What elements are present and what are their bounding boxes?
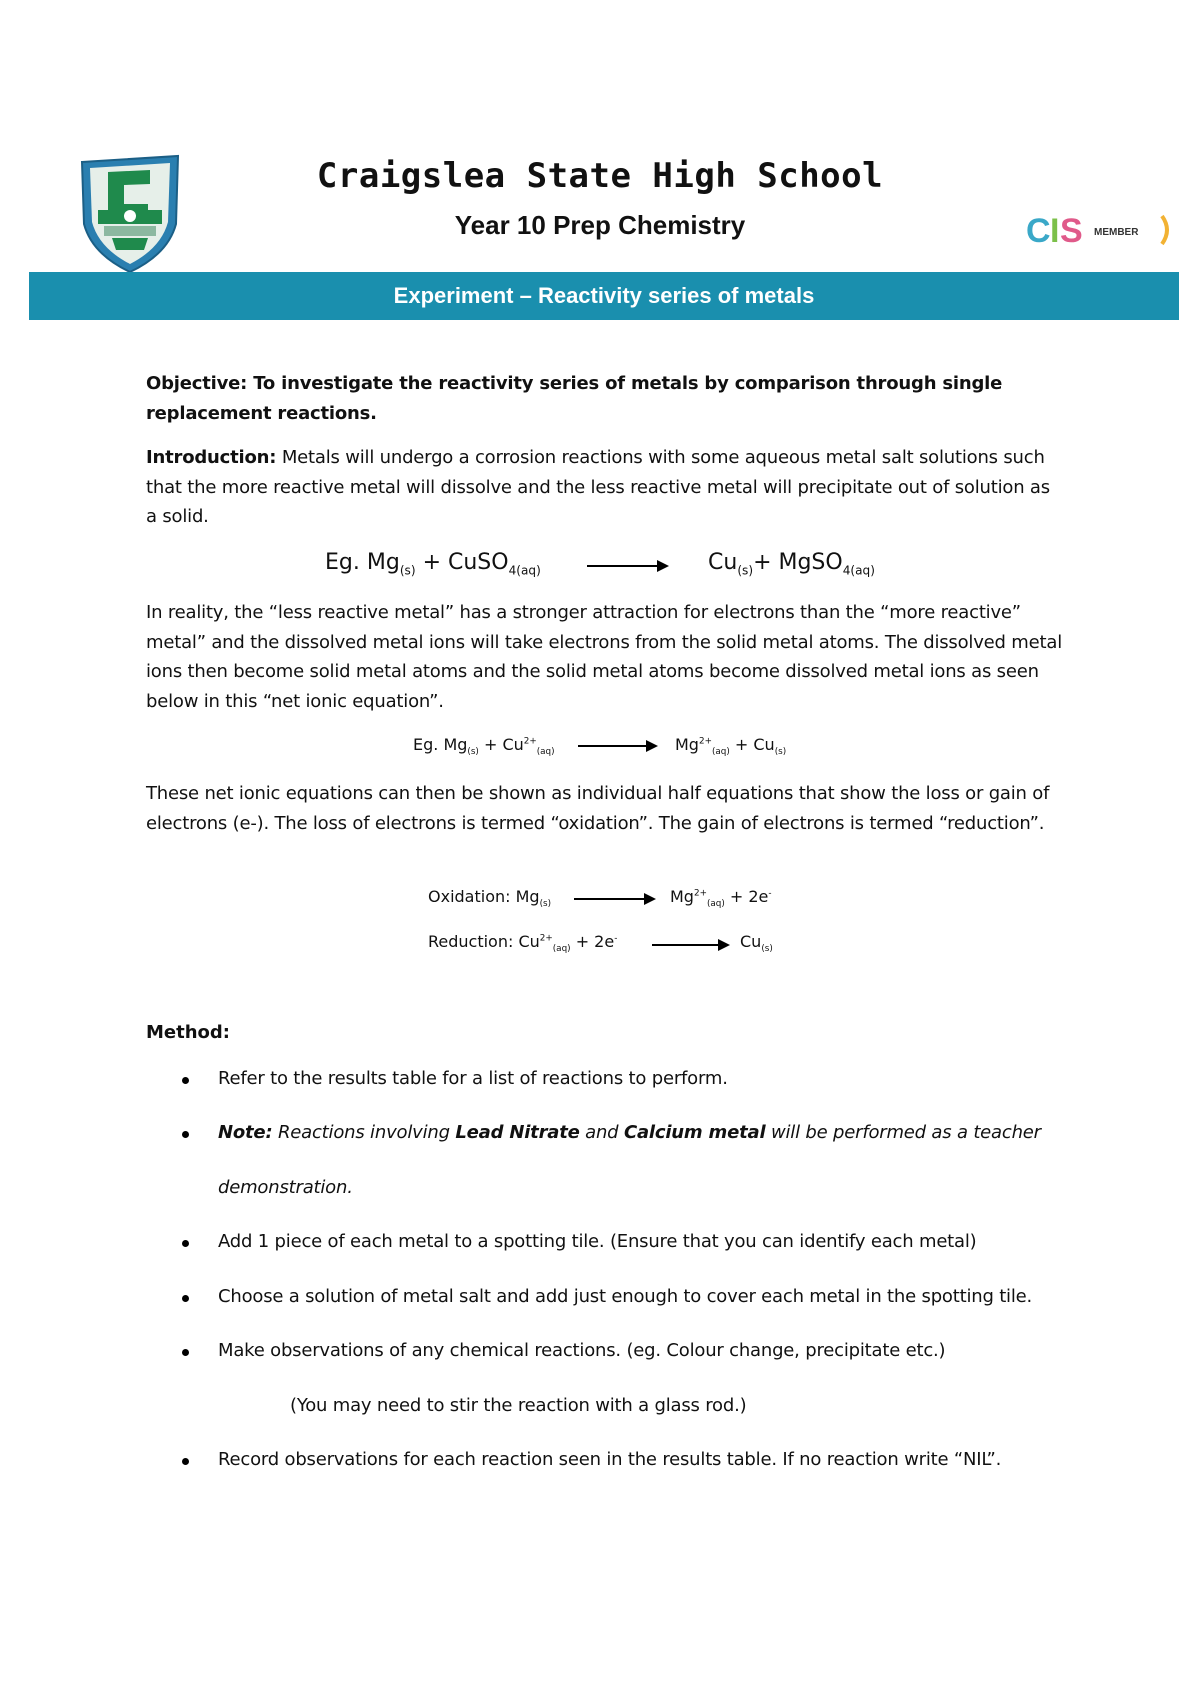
method-item-note-cont [218,1177,1098,1198]
oxidation-product1-charge: 2+ [693,888,707,899]
bullet-icon [182,1289,194,1301]
oxidation-label: Oxidation: Mg [428,887,540,906]
method-item-6: Record observations for each reaction seen in the results table. If no reaction write “NIL”. [218,1449,1002,1470]
eq2-product1-state: (aq) [711,747,730,758]
note-text-a: Reactions involving [272,1122,456,1143]
reduction-reactant-state: (aq) [552,944,571,955]
eq1-reactant2: + CuSO [422,550,509,575]
reduction-equation [428,932,617,954]
eq2-arrow-icon [578,745,656,747]
note-calcium-metal: Calcium metal [623,1122,766,1143]
oxidation-products [670,887,772,909]
introduction-text: Metals will undergo a corrosion reactions with some aqueous metal salt solutions such that the more reactive metal will dissolve and the less reactive metal will precipitate out of solution as a solid. [146,447,1050,527]
eq1-product1: Cu [708,550,738,575]
note-text-c: demonstration. [218,1177,353,1198]
svg-text:I: I [1050,212,1060,250]
eq2-reactant2-charge: 2+ [523,736,537,747]
bullet-icon [182,1071,194,1083]
eq1-reactant2-state: 4(aq) [508,563,541,578]
school-name: Craigslea State High School [316,156,884,196]
oxidation-reactant-state: (s) [539,899,552,910]
reduction-product-state: (s) [761,944,773,955]
eq1-product1-state: (s) [737,563,754,578]
reduction-arrow-icon [652,944,728,946]
course-title: Year 10 Prep Chemistry [454,210,746,240]
method-item-note [218,1122,1098,1143]
equation-2-products [675,735,786,757]
objective-text: Objective: To investigate the reactivity series of metals by comparison through single replacement reactions. [146,373,1003,424]
oxidation-product1: Mg [670,887,694,906]
oxidation-product2: + 2e [729,887,769,906]
bullet-icon [182,1234,194,1246]
eq1-reactant1-state: (s) [399,563,416,578]
equation-2 [413,735,555,757]
method-item-1: Refer to the results table for a list of reactions to perform. [218,1068,728,1089]
eq1-product2: + MgSO [753,550,843,575]
note-lead-nitrate: Lead Nitrate [455,1122,580,1143]
eq2-reactant1: Eg. Mg [413,735,468,754]
oxidation-product1-state: (aq) [706,899,725,910]
svg-text:C: C [1026,212,1051,250]
experiment-banner [29,272,1179,320]
bullet-icon [182,1343,194,1355]
equation-1 [325,550,541,577]
method-item-4: Choose a solution of metal salt and add just enough to cover each metal in the spotting tile. [218,1286,1033,1307]
oxidation-arrow-icon [574,898,654,900]
svg-text:S: S [1060,212,1083,250]
eq1-reactant1: Eg. Mg [325,550,400,575]
eq2-product2-state: (s) [774,747,787,758]
paragraph-half-equations: These net ionic equations can then be shown as individual half equations that show the loss or gain of electrons (e-). The loss of electrons is termed “oxidation”. The gain of electrons is termed “reduction”. [146,783,1050,834]
eq2-product2: + Cu [734,735,775,754]
eq1-arrow-icon [587,565,667,567]
bullet-icon [182,1452,194,1464]
eq2-product1: Mg [675,735,699,754]
method-item-3: Add 1 piece of each metal to a spotting tile. (Ensure that you can identify each metal) [218,1231,977,1252]
note-label: Note: [218,1122,273,1143]
reduction-electrons: + 2e [575,932,615,951]
reduction-products [740,932,773,954]
method-heading: Method: [146,1022,230,1043]
equation-1-products [708,550,875,577]
note-text-and: and [579,1122,624,1143]
oxidation-electron-charge: - [768,888,772,899]
reduction-reactant-charge: 2+ [539,933,553,944]
eq1-product2-state: 4(aq) [842,563,875,578]
reduction-product: Cu [740,932,762,951]
eq2-product1-charge: 2+ [698,736,712,747]
note-text-b: will be performed as a teacher [765,1122,1041,1143]
paragraph-net-ionic: In reality, the “less reactive metal” has a stronger attraction for electrons than the “more reactive” metal” and the dissolved metal ions will take electrons from the solid metal atoms. The dissolved metal ions then become solid metal atoms and the solid metal atoms become dissolved metal ions as seen below in this “net ionic equation”. [146,602,1062,712]
introduction [146,443,1066,532]
method-item-5-note: (You may need to stir the reaction with a glass rod.) [290,1395,747,1416]
introduction-label: Introduction: [146,447,277,468]
eq2-reactant2-state: (aq) [536,747,555,758]
bullet-icon [182,1125,194,1137]
method-item-5: Make observations of any chemical reactions. (eg. Colour change, precipitate etc.) [218,1340,946,1361]
reduction-label: Reduction: Cu [428,932,540,951]
cis-member-logo [1026,210,1174,250]
eq2-reactant1-state: (s) [467,747,479,758]
oxidation-equation [428,887,551,909]
reduction-electron-charge: - [614,933,618,944]
svg-text:MEMBER: MEMBER [1094,227,1139,238]
eq2-reactant2: + Cu [483,735,524,754]
banner-title: Experiment – Reactivity series of metals [393,283,815,308]
